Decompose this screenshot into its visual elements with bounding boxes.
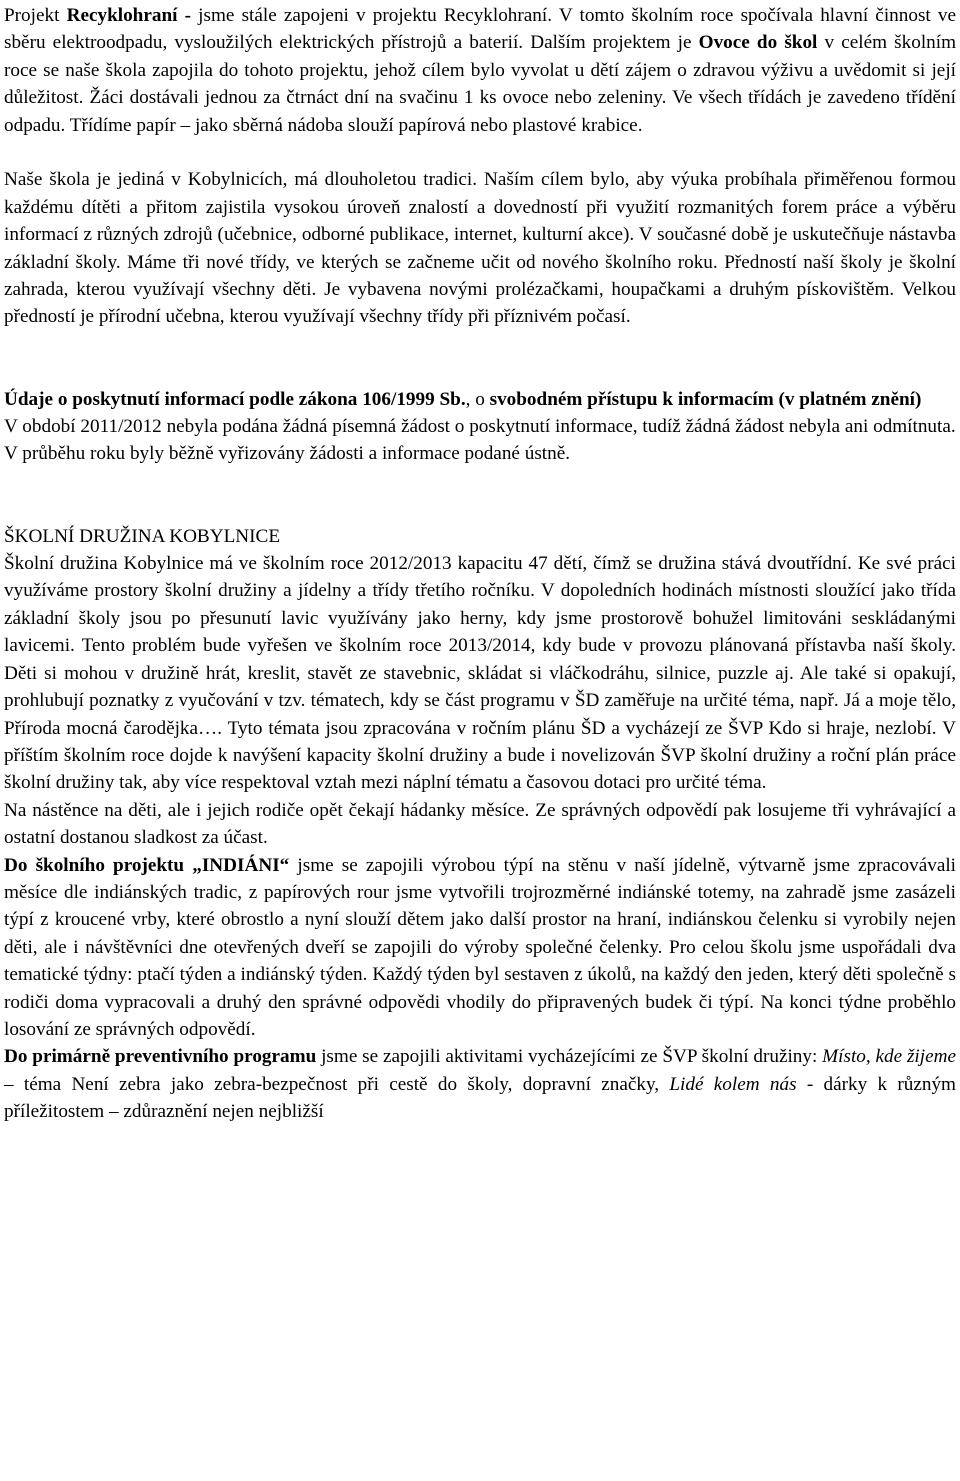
spacer: [4, 468, 956, 523]
project-name-recyklohrani: Recyklohraní: [66, 5, 178, 26]
paragraph-druzina-nastenka: Na nástěnce na děti, ale i jejich rodiče opět čekají hádanky měsíce. Ze správných odpovědí pak losujeme tři vyhrávající a ostatní dostanou sladkost za účast.: [4, 799, 956, 849]
text-run: - dárky k různým příležitostem – zdůraznění nejen nejbližší: [4, 1073, 956, 1123]
paragraph-school-tradition: Naše škola je jediná v Kobylnicích, má dlouholetou tradici. Naším cílem bylo, aby výuka probíhala přiměřenou formou každému dítěti a přitom zajistila vysokou úroveň znalostí a dovedností při využití rozmanitých forem práce a výběru informací z různých zdrojů (učebnice, odborné publikace, internet, kulturní akce). V současné době je uskutečňuje nástavba základní školy. Máme tři nové třídy, ve kterých se začneme učit od nového školního roku. Předností naší školy je školní zahrada, kterou využívají všechny děti. Je vybavena novými prolézačkami, houpačkami a druhým pískovištěm. Velkou předností je přírodní učebna, kterou využívají všechny třídy při příznivém počasí.: [4, 169, 956, 328]
paragraph-info-line1: V období 2011/2012 nebyla podána žádná písemná žádost o poskytnutí informace, tudíž žádná žádost nebyla ani odmítnuta.: [4, 416, 956, 438]
topic-name: Lidé kolem nás: [669, 1073, 797, 1095]
paragraph-info-heading: [4, 386, 956, 413]
text-run: jsme stále zapojeni v projektu Recyklohraní. V tomto školním roce spočívala hlavní činnost ve sběru elektroodpadu, vysloužilých elektrických přístrojů a baterií. Dalším projektem je: [4, 5, 957, 54]
topic-name: Místo, kde žijeme: [822, 1046, 956, 1068]
program-name-prevence: Do primárně preventivního programu: [4, 1046, 317, 1068]
info-heading-part: svobodném přístupu k informacím (v platném znění): [489, 388, 922, 410]
text-run: Projekt: [4, 5, 67, 26]
text-run: – téma Není zebra jako zebra-bezpečnost při cestě do školy, dopravní značky,: [4, 1073, 670, 1095]
spacer: [4, 139, 956, 166]
paragraph-druzina-indiani: [4, 852, 956, 1044]
text-run: v celém školním roce se naše škola zapojila do tohoto projektu, jehož cílem bylo vyvolat u dětí zájem o zdravou výživu a uvědomit si její důležitost. Žáci dostávali jednou za čtrnáct dní na svačinu 1 ks ovoce nebo zeleniny. Ve všech třídách je zavedeno třídění odpadu. Třídíme papír – jako sběrná nádoba slouží papírová nebo plastové krabice.: [4, 32, 956, 136]
paragraph-info-line2: V průběhu roku byly běžně vyřizovány žádosti a informace podané ústně.: [4, 443, 571, 465]
section-heading-druzina: ŠKOLNÍ DRUŽINA KOBYLNICE: [4, 525, 281, 547]
document-page: [4, 2, 956, 1126]
text-run: jsme se zapojili aktivitami vycházejícími ze ŠVP školní družiny:: [316, 1046, 823, 1068]
text-run: jsme se zapojili výrobou týpí na stěnu v naší jídelně, výtvarně jsme zpracovávali měsíce dle indiánských tradic, z papírových rour jsme vytvořili trojrozměrné indiánské totemy, na zahradě jsme zasázeli týpí z kroucené vrby, které obrostlo a nyní slouží dětem jako další prostor na hraní, indiánskou čelenku si vyrobily nejen děti, ale i návštěvníci dne otevřených dveří se zapojili do výroby společné čelenky. Pro celou školu jsme uspořádali dva tematické týdny: ptačí týden a indiánský týden. Každý týden byl sestaven z úkolů, na každý den jeden, který děti společně s rodiči doma vypracovali a druhý den správné odpovědi vhodily do připravených budek či týpí. Na konci týdne proběhlo losování ze správných odpovědí.: [4, 854, 956, 1040]
paragraph-druzina-prevence: [4, 1043, 956, 1125]
project-name-ovoce: Ovoce do škol: [698, 32, 818, 54]
text-run: -: [177, 5, 199, 26]
info-heading-part: , o: [465, 388, 490, 410]
paragraph-recyklohrani: [4, 2, 956, 139]
paragraph-druzina-main: Školní družina Kobylnice má ve školním roce 2012/2013 kapacitu 47 dětí, čímž se družina stává dvoutřídní. Ke své práci využíváme prostory školní družiny a jídelny a třídy třetího ročníku. V dopoledních hodinách místnosti sloužící jako třída základní školy jsou po přesunutí lavic využívány jako herny, kdy jsme prostorově bohužel limitováni seskládanými lavicemi. Tento problém bude vyřešen ve školním roce 2013/2014, kdy bude v provozu plánovaná přístavba naší školy. Děti si mohou v družině hrát, kreslit, stavět ze stavebnic, skládat si vláčkodráhu, silnice, puzzle aj. Ale také si opakují, prohlubují poznatky z vyučování v tzv. tématech, kdy se část programu v ŠD zaměřuje na určité téma, např. Já a moje tělo, Příroda mocná čarodějka…. Tyto témata jsou zpracována v ročním plánu ŠD a vycházejí ze ŠVP Kdo si hraje, nezlobí. V příštím školním roce dojde k navýšení kapacity školní družiny a bude i novelizován ŠVP školní družiny a roční plán práce školní družiny tak, aby více respektoval vztah mezi náplní tématu a časovou dotaci pro určité téma.: [4, 553, 956, 794]
info-heading-part: Údaje o poskytnutí informací podle zákona 106/1999 Sb.: [4, 388, 466, 410]
project-name-indiani: Do školního projektu „INDIÁNI“: [4, 854, 290, 876]
spacer: [4, 331, 956, 386]
